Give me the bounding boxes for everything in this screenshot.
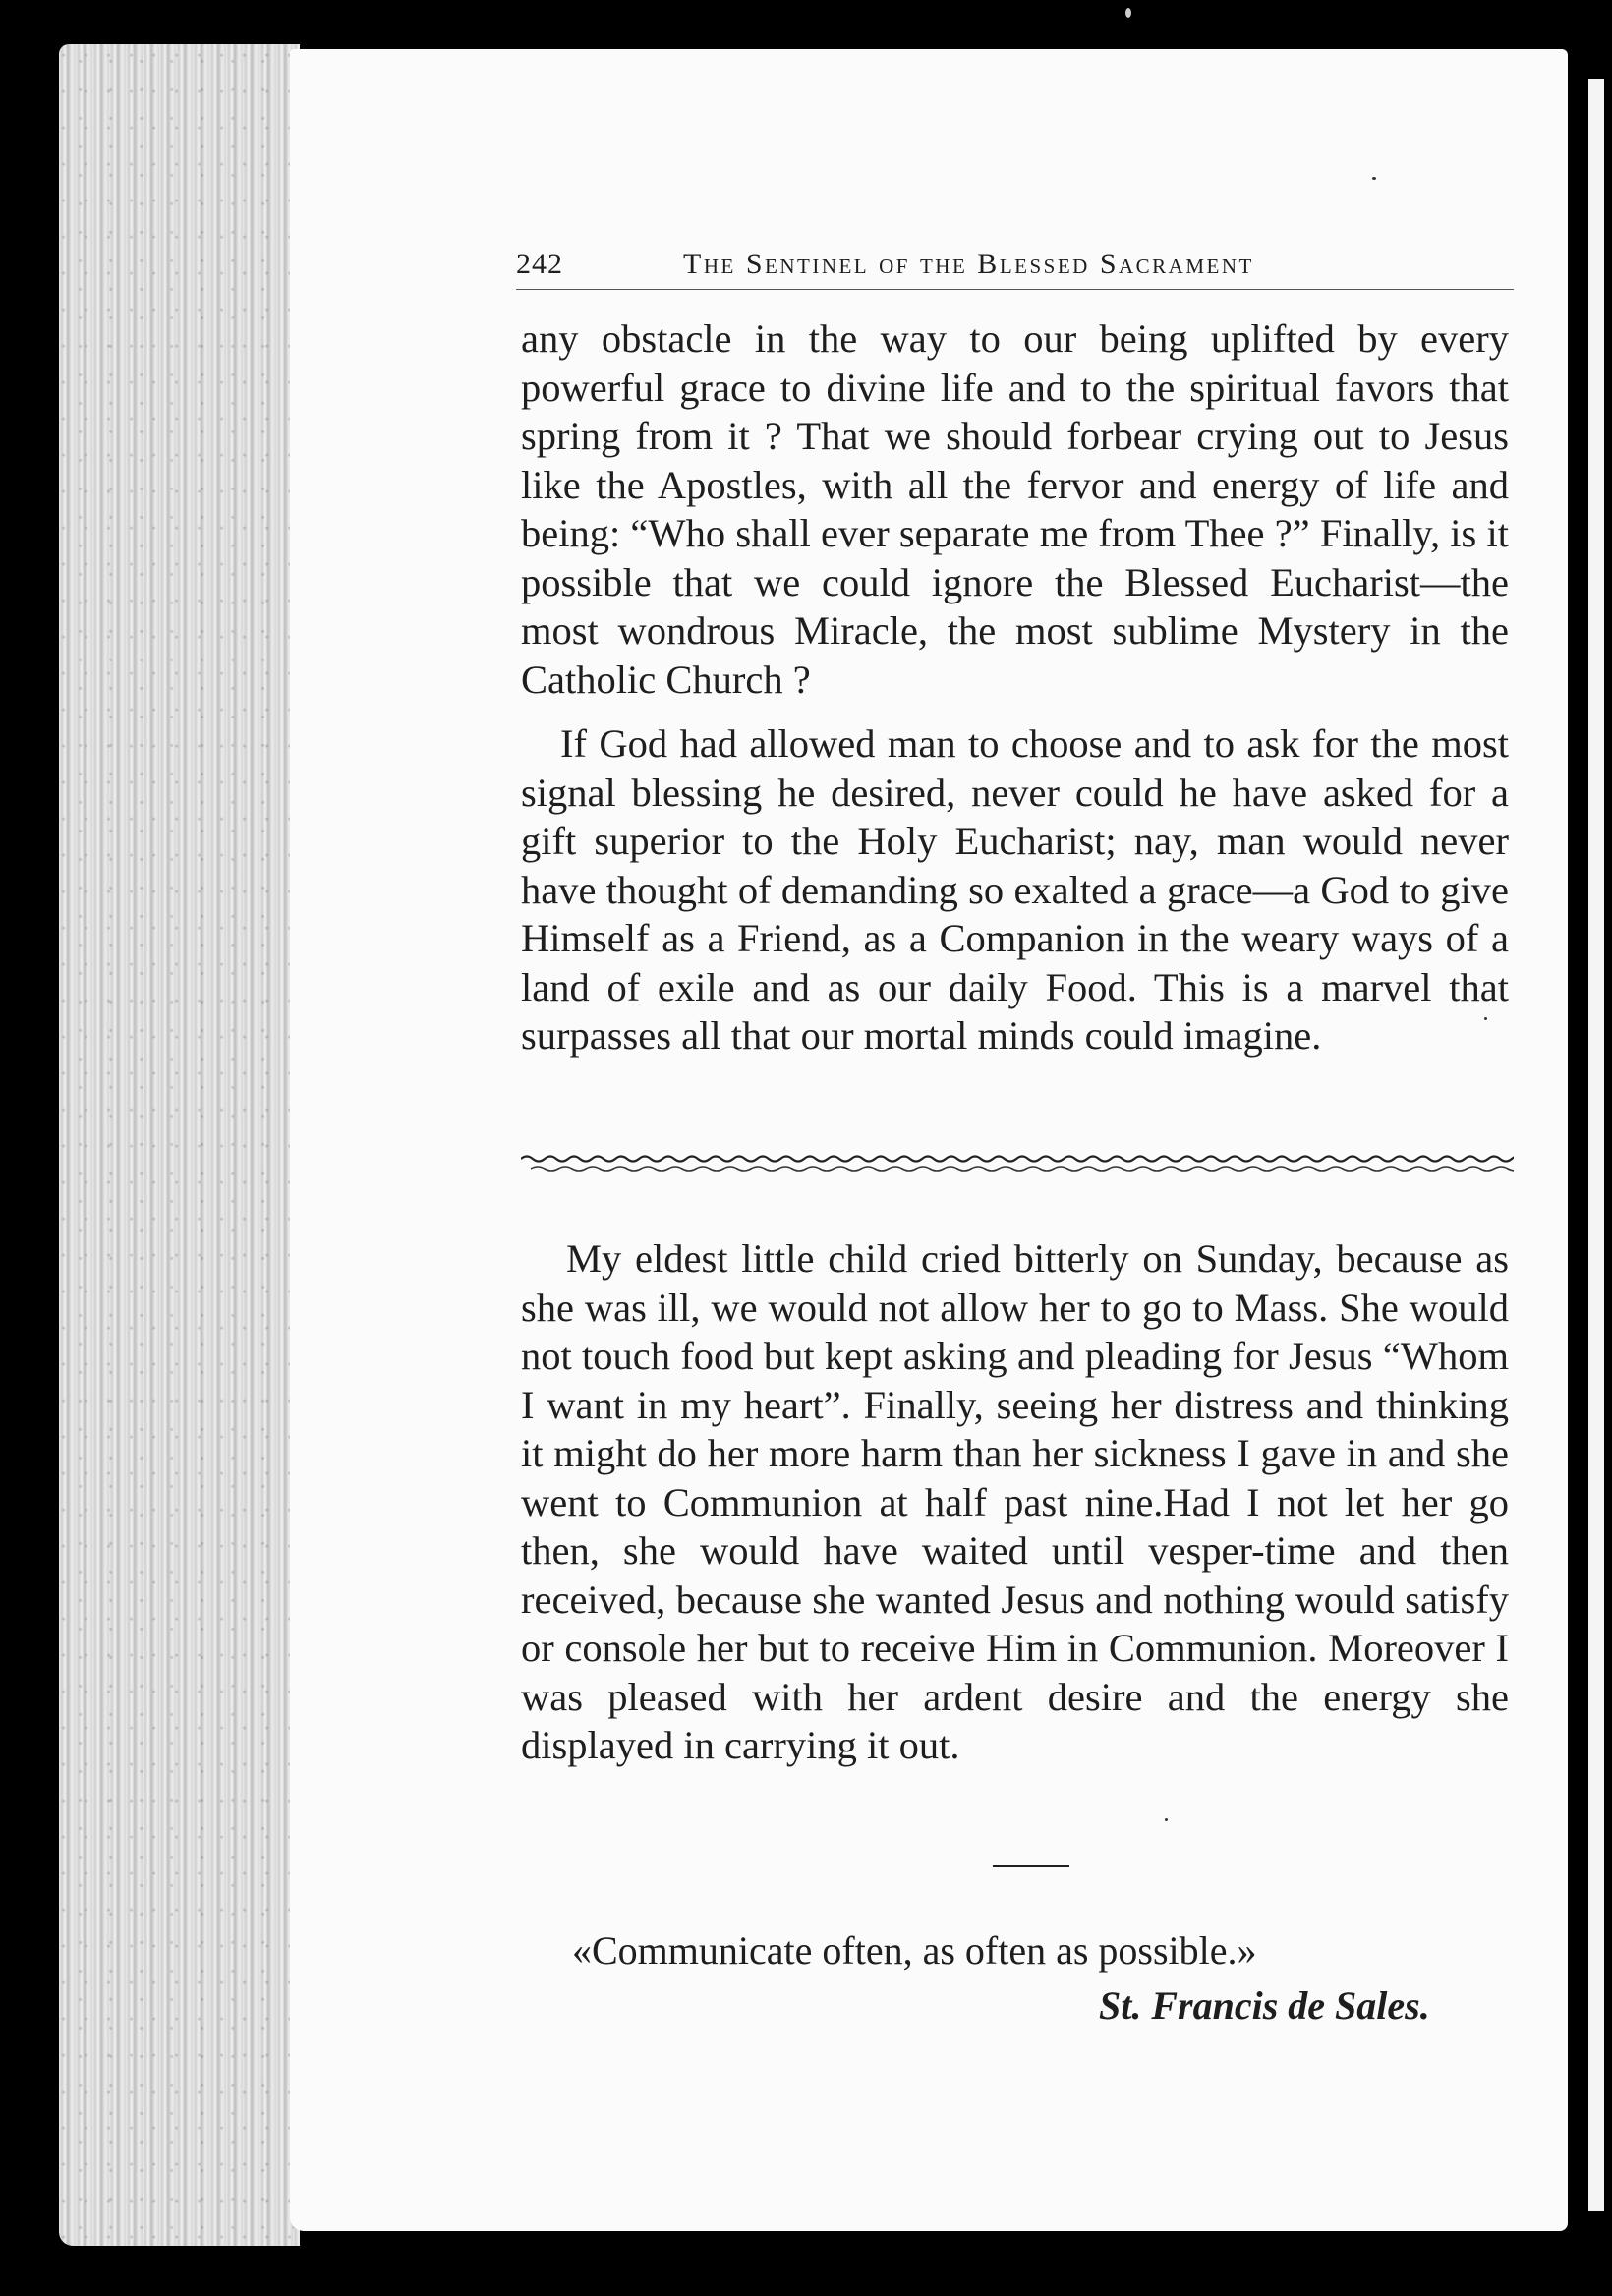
page-number: 242 [516,248,563,280]
dust-speck [1372,177,1376,180]
running-head [516,242,1514,290]
body-paragraph-1: any obstacle in the way to our being uplifted by every powerful grace to divine life and to the spiritual favors that spring from it ? That we should forbear crying out to Jesus like the Apostles, with all the fervor and energy of life and being: “Who shall ever separate me from Thee ?” Finally, is it possible that we could ignore the Blessed Eucharist—the most wondrous Miracle, the most sublime Mystery in the Catholic Church ? [521,316,1509,702]
body-paragraph-2: If God had allowed man to choose and to ask for the most signal blessing he desired, never could he have asked for a gift superior to the Holy Eucharist; nay, man would never have thought of demanding so exalted a grace—a God to give Himself as a Friend, as a Companion in the weary ways of a land of exile and as our daily Food. This is a marvel that surpasses all that our mortal minds could imagine. [521,721,1509,1058]
body-paragraph-3: My eldest little child cried bitterly on Sunday, because as she was ill, we would not allow her to go to Mass. She would not touch food but kept asking and pleading for Jesus “Whom I want in my heart”. Finally, seeing her distress and thinking it might do her more harm than her sickness I gave in and she went to Communion at half past nine.Had I not let her go then, she would have waited until vesper-time and then received, because she wanted Jesus and nothing would satisfy or console her but to receive Him in Communion. Moreover I was pleased with her ardent desire and the energy she displayed in carrying it out. [521,1236,1509,1767]
dust-speck [1125,8,1131,18]
right-page-sliver [1588,79,1604,2211]
running-title: The Sentinel of the Blessed Sacrament [683,248,1254,280]
dust-speck [1165,1818,1168,1821]
ornamental-wavy-rule [521,1145,1514,1184]
quotation: «Communicate often, as often as possible.» [572,1928,1257,1973]
quotation-attribution: St. Francis de Sales. [1099,1983,1430,2028]
page-edges [59,44,300,2246]
short-dash-rule [993,1865,1069,1867]
